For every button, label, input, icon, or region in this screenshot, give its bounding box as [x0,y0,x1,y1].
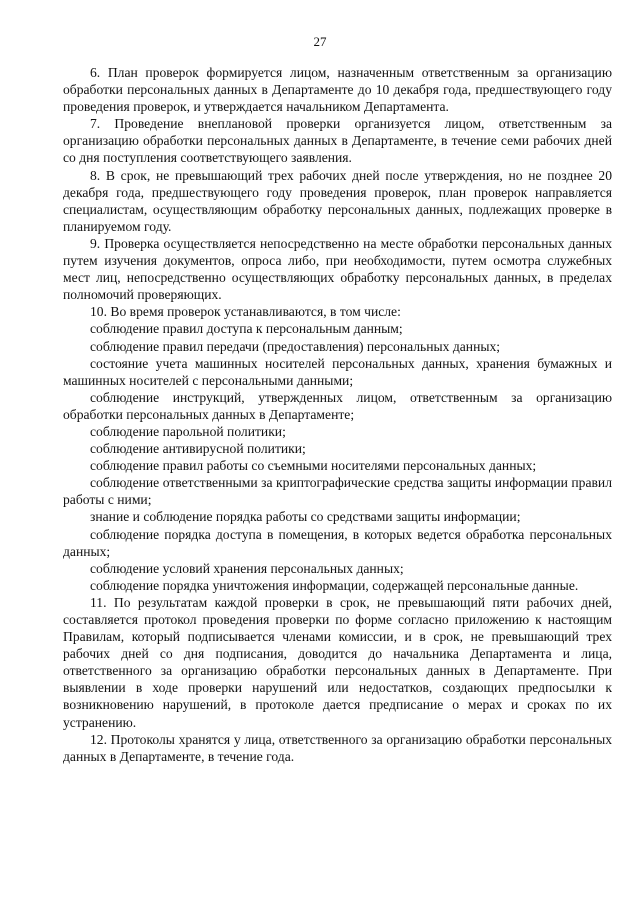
page-number: 27 [313,34,327,49]
paragraph-11: 11. По результатам каждой проверки в срок, не превышающий пяти рабочих дней, составляется протокол проведения проверки по форме согласно приложению к настоящим Правилам, который подписывается членами комиссии, и в срок, не превышающий трех рабочих дней со дня подписания, доводится до начальника Департамента и лица, ответственного за организацию обработки персональных данных в Департаменте. При выявлении в ходе проверки нарушений или недостатков, создающих предпосылки к возникновению нарушений, в протоколе дается предписание о мерах и сроках по их устранению. [63,594,612,730]
list-item: соблюдение порядка уничтожения информации, содержащей персональные данные. [90,577,579,593]
list-item: соблюдение парольной политики; [90,423,286,439]
list-item: знание и соблюдение порядка работы со средствами защиты информации; [90,509,521,525]
paragraph-8: 8. В срок, не превышающий трех рабочих дней после утверждения, но не позднее 20 декабря года, предшествующего году проведения проверок, план проверок направляется специалистам, осуществляющим обработку персональных данных, подлежащих проверке в планируемом году. [63,167,612,234]
paragraph-12: 12. Протоколы хранятся у лица, ответственного за организацию обработки персональных данных в Департаменте, в течение года. [63,731,612,764]
list-item: соблюдение антивирусной политики; [90,441,306,457]
paragraph-6: 6. План проверок формируется лицом, назначенным ответственным за организацию обработки персональных данных в Департаменте до 10 декабря года, предшествующего году проведения проверок, и утверждается начальником Департамента. [63,65,612,115]
list-item: соблюдение правил доступа к персональным данным; [90,321,403,337]
paragraph-9: 9. Проверка осуществляется непосредственно на месте обработки персональных данных путем изучения документов, опроса либо, при необходимости, путем осмотра служебных мест лиц, непосредственно осуществляющих обработку персональных данных, в пределах полномочий проверяющих. [63,235,612,303]
list-item: состояние учета машинных носителей персональных данных, хранения бумажных и машинных носителей с персональными данными; [63,355,612,388]
document-body [63,64,612,765]
list-item: соблюдение порядка доступа в помещения, в которых ведется обработка персональных данных; [63,526,612,559]
list-item: соблюдение правил передачи (предоставления) персональных данных; [90,338,501,354]
list-item: соблюдение ответственными за криптографические средства защиты информации правил работы с ними; [63,475,612,508]
paragraph-10: 10. Во время проверок устанавливаются, в том числе: [90,304,401,320]
list-item: соблюдение правил работы со съемными носителями персональных данных; [90,458,537,474]
list-item: соблюдение инструкций, утвержденных лицом, ответственным за организацию обработки персональных данных в Департаменте; [63,389,612,422]
list-item: соблюдение условий хранения персональных данных; [90,560,404,576]
paragraph-7: 7. Проведение внеплановой проверки организуется лицом, ответственным за организацию обработки персональных данных в Департаменте, в течение семи рабочих дней со дня поступления соответствующего заявления. [63,116,612,166]
